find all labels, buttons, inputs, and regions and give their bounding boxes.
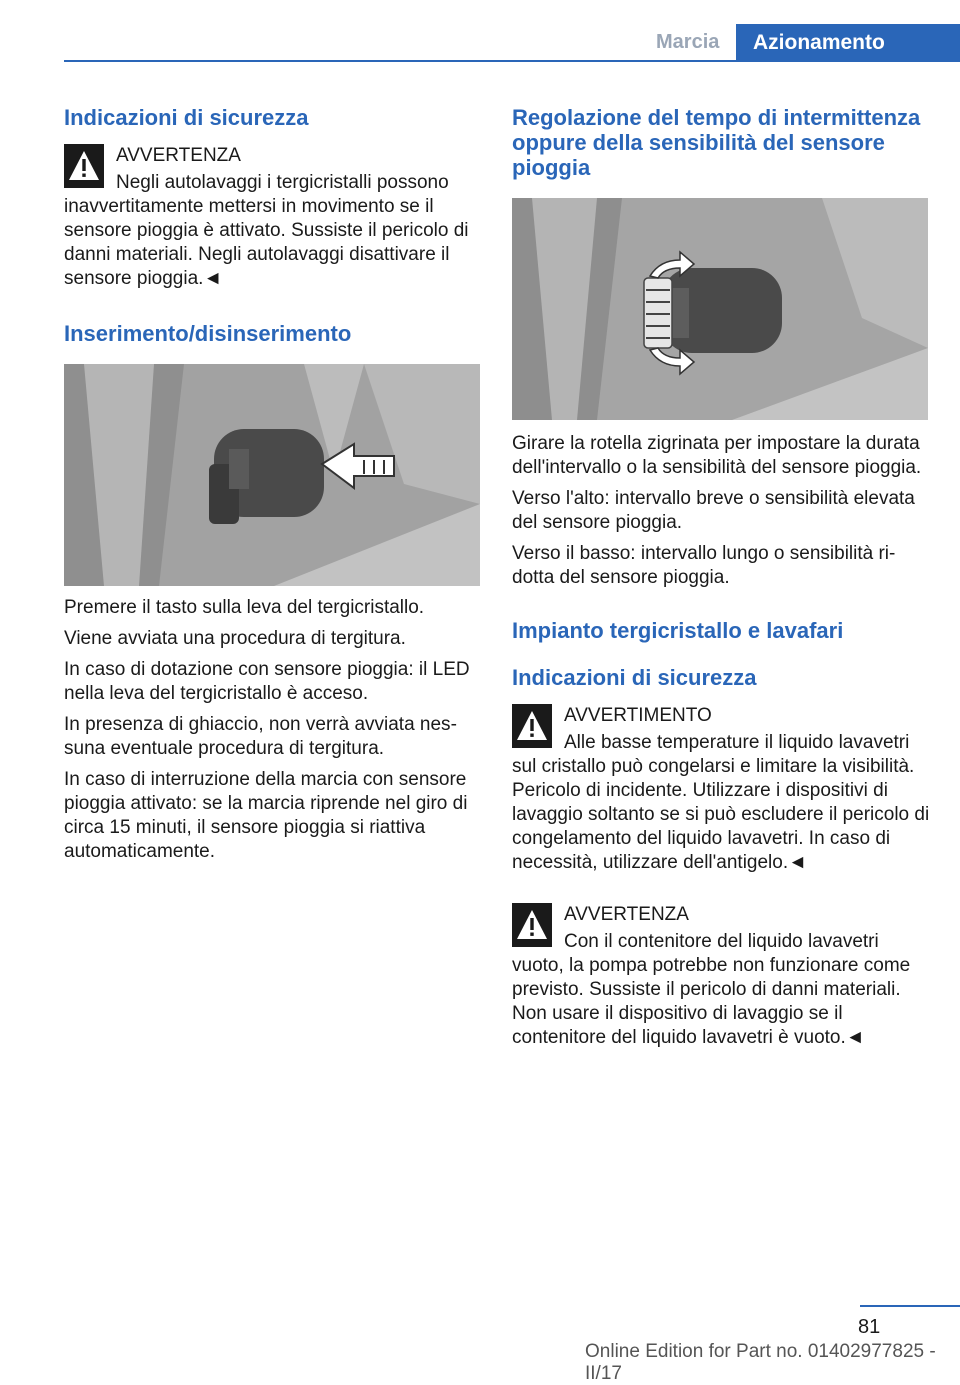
- interval-paragraphs: [512, 432, 930, 590]
- warning-text-content: Alle basse temperature il liquido lavavetri sul cristallo può congelarsi e limitare la visibilità. Pericolo di incidente. Utilizzare i dispositivi di lavaggio soltanto se si può escludere il pericolo di congelamento del liquido lavavetri. In caso di necessità, utilizzare dell'antigelo.◄: [512, 732, 930, 873]
- washer-safety-heading: Indicazioni di sicurezza: [512, 665, 757, 690]
- interval-heading: Regolazione del tempo di intermittenza oppure della sensibilità del sensore pioggia: [512, 105, 921, 180]
- header-section: Marcia: [656, 31, 720, 53]
- warning-label: AVVERTENZA: [116, 145, 241, 166]
- paragraph: Verso l'alto: intervallo breve o sensibilità elevata del sensore pioggia.: [512, 488, 915, 533]
- warning-label: AVVERTENZA: [564, 904, 689, 925]
- warning-text: [64, 171, 482, 291]
- safety-heading: Indicazioni di sicurezza: [64, 105, 309, 130]
- paragraph: In caso di dotazione con sensore pioggia: il LED nella leva del tergicristallo è acceso.: [64, 659, 470, 704]
- edition-note: Online Edition for Part no. 01402977825 - II/17: [585, 1341, 936, 1384]
- paragraph: In presenza di ghiaccio, non verrà avviata nessuna eventuale procedura di tergitura.: [64, 714, 457, 759]
- right-column: [512, 100, 930, 1050]
- left-column: [64, 100, 482, 864]
- washer-heading: Impianto tergicristallo e lavafari: [512, 618, 844, 643]
- paragraph: In caso di interruzione della marcia con sensore pioggia attivato: se la marcia riprende nel giro di circa 15 minuti, il sensore pioggia si riattiva automaticamente.: [64, 769, 468, 862]
- warning-text: [512, 930, 930, 1050]
- onoff-paragraphs: [64, 596, 482, 864]
- warning-triangle-icon: [512, 903, 552, 947]
- warning-block: [64, 144, 482, 291]
- warning-triangle-icon: [64, 144, 104, 188]
- wiper-lever-photo: [64, 364, 480, 586]
- page-number: 81: [858, 1316, 881, 1338]
- footer-rule: [860, 1305, 960, 1307]
- paragraph: Girare la rotella zigrinata per impostare la durata dell'intervallo o la sensibilità del sensore pioggia.: [512, 433, 922, 478]
- warning-triangle-icon: [512, 704, 552, 748]
- knurled-wheel-photo: [512, 198, 928, 420]
- warning-label: AVVERTIMENTO: [564, 705, 712, 726]
- onoff-heading: Inserimento/disinserimento: [64, 321, 352, 346]
- warning-text-content: Con il contenitore del liquido lavavetri vuoto, la pompa potrebbe non funzionare come previsto. Sussiste il pericolo di danni materiali. Non usare il dispositivo di lavaggio se il contenitore del liquido lavavetri è vuoto.◄: [512, 931, 911, 1048]
- warning-text-content: Negli autolavaggi i tergicristalli possono inavvertitamente mettersi in movimento se il sensore pioggia è attivato. Sussiste il pericolo di danni materiali. Negli autolavaggi disattivare il sensore pioggia.◄: [64, 172, 469, 289]
- warning-block: [512, 704, 930, 875]
- header-rule: [64, 60, 960, 62]
- warning-block: [512, 903, 930, 1050]
- paragraph: Premere il tasto sulla leva del tergicristallo.: [64, 597, 425, 618]
- paragraph: Verso il basso: intervallo lungo o sensibilità ridotta del sensore pioggia.: [512, 543, 896, 588]
- paragraph: Viene avviata una procedura di tergitura.: [64, 628, 406, 649]
- warning-text: [512, 731, 930, 875]
- header-chapter-tab: Azionamento: [736, 24, 960, 62]
